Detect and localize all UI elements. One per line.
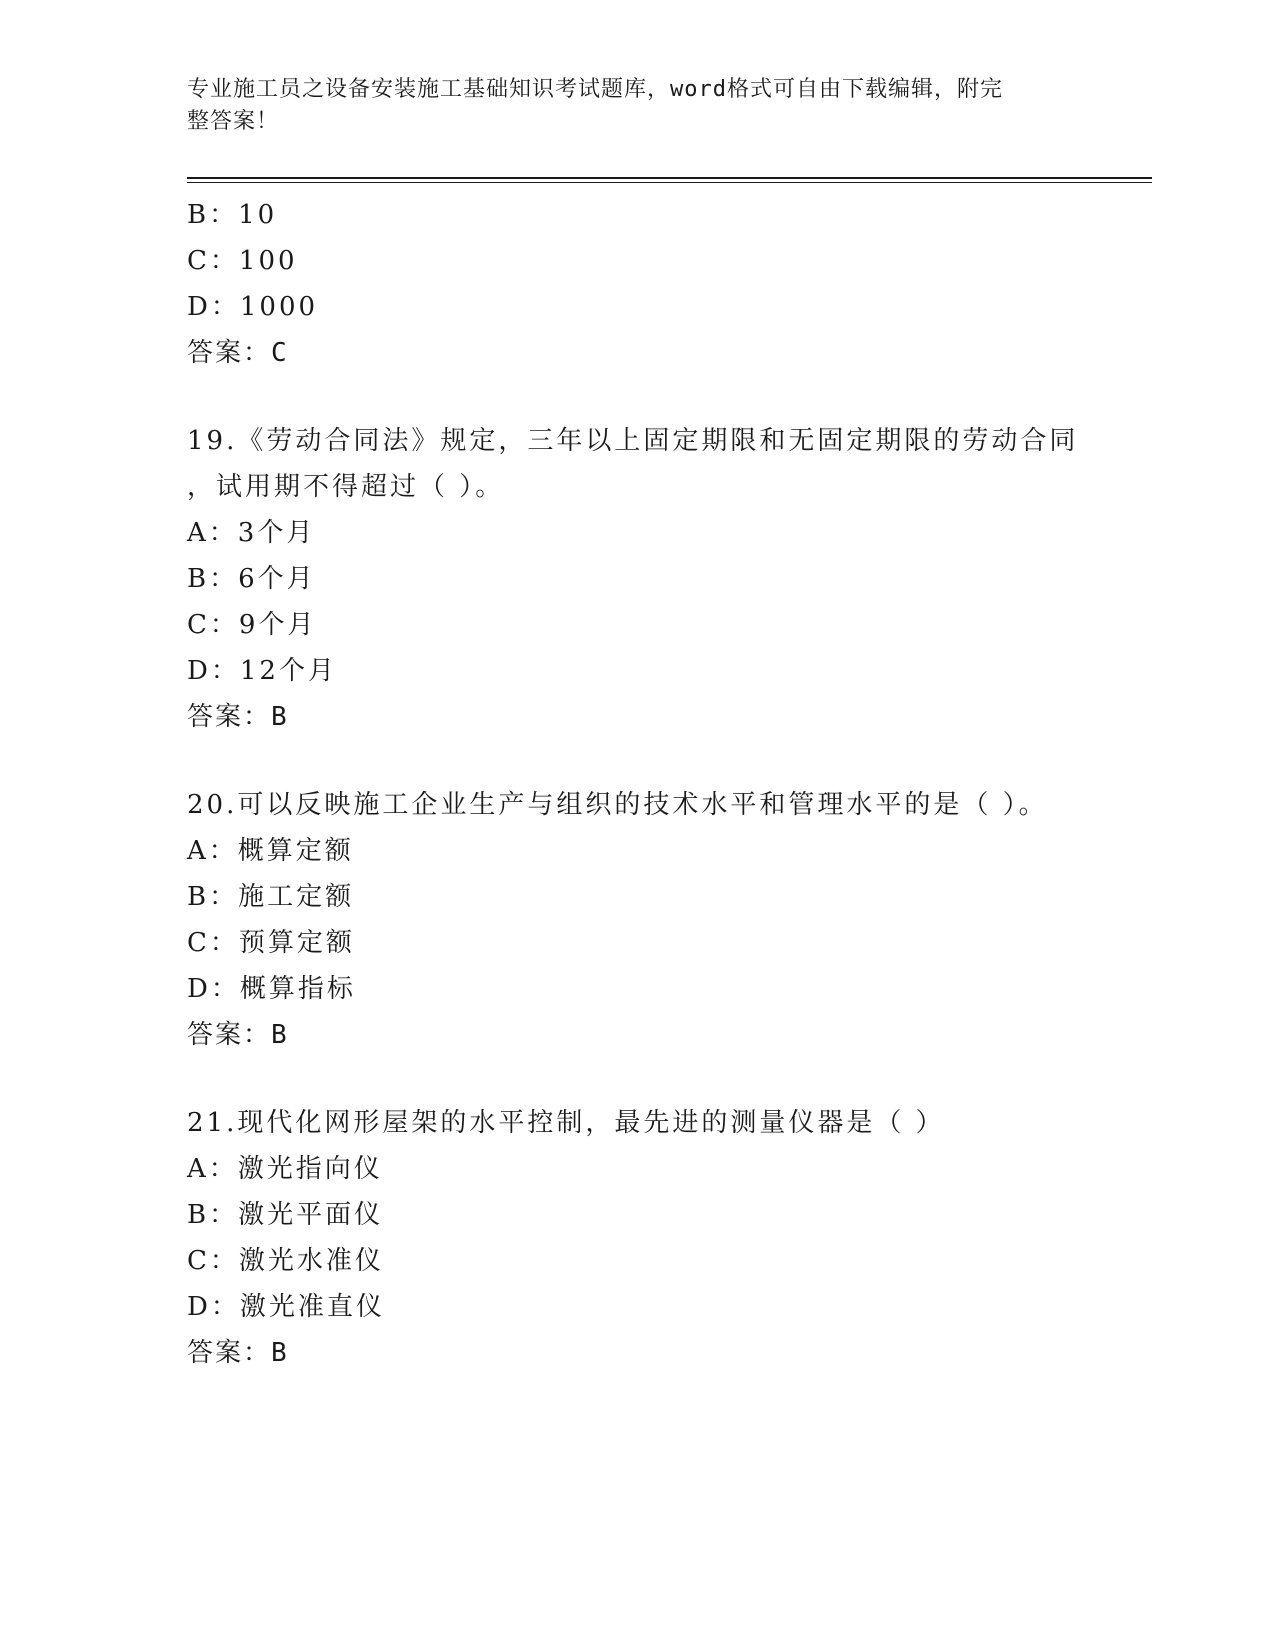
option-c (187, 602, 1152, 648)
option-d (187, 1284, 1152, 1330)
option-letter: C： (187, 246, 239, 276)
question-18-fragment (187, 192, 1152, 376)
option-letter: D： (187, 1292, 240, 1322)
question-stem-line: 21.现代化网形屋架的水平控制，最先进的测量仪器是（ ） (187, 1108, 945, 1138)
option-letter: C： (187, 610, 239, 640)
option-text: 9个月 (238, 610, 317, 640)
header-title-line-1: 专业施工员之设备安装施工基础知识考试题库，word格式可自由下载编辑，附完 (187, 77, 1003, 102)
page-header (187, 74, 1067, 138)
option-letter: B： (187, 882, 239, 912)
option-letter: C： (187, 928, 239, 958)
option-letter: D： (187, 292, 240, 322)
option-d (187, 284, 1152, 330)
option-letter: A： (187, 518, 238, 548)
option-a (187, 1146, 1152, 1192)
option-text: 3个月 (237, 518, 316, 548)
option-a (187, 510, 1152, 556)
answer-label: 答案： (187, 702, 272, 732)
option-letter: B： (187, 1200, 239, 1230)
option-text: 施工定额 (238, 882, 355, 912)
option-letter: D： (187, 656, 240, 686)
answer-line (187, 694, 1152, 740)
option-text: 激光平面仪 (238, 1200, 384, 1230)
option-letter: A： (187, 836, 238, 866)
question-19 (187, 418, 1152, 740)
question-stem-line: 20.可以反映施工企业生产与组织的技术水平和管理水平的是（ ）。 (187, 790, 1048, 820)
option-text: 6个月 (238, 564, 316, 594)
answer-value: C (271, 338, 289, 368)
answer-label: 答案： (187, 1020, 272, 1050)
option-c (187, 1238, 1152, 1284)
option-text: 10 (238, 200, 278, 230)
option-letter: B： (187, 564, 239, 594)
option-letter: A： (187, 1154, 238, 1184)
option-text: 激光指向仪 (237, 1154, 383, 1184)
option-text: 12个月 (239, 656, 337, 686)
option-text: 预算定额 (238, 928, 355, 958)
answer-value: B (271, 702, 289, 732)
option-a (187, 828, 1152, 874)
option-b (187, 874, 1152, 920)
option-text: 激光准直仪 (239, 1292, 385, 1322)
option-text: 概算指标 (239, 974, 356, 1004)
option-text: 100 (238, 246, 298, 276)
option-letter: D： (187, 974, 240, 1004)
question-stem-line: 19.《劳动合同法》规定，三年以上固定期限和无固定期限的劳动合同 (187, 426, 1079, 456)
question-21 (187, 1100, 1152, 1376)
header-divider-thin (187, 182, 1152, 183)
option-text: 激光水准仪 (238, 1246, 384, 1276)
question-stem-line: ，试用期不得超过（ ）。 (187, 472, 505, 502)
answer-value: B (271, 1338, 289, 1368)
answer-line (187, 330, 1152, 376)
answer-label: 答案： (187, 1338, 272, 1368)
option-b (187, 192, 1152, 238)
option-d (187, 648, 1152, 694)
answer-value: B (271, 1020, 289, 1050)
option-c (187, 238, 1152, 284)
question-20 (187, 782, 1152, 1058)
header-title-line-2: 整答案！ (187, 109, 280, 134)
option-b (187, 1192, 1152, 1238)
option-d (187, 966, 1152, 1012)
option-letter: B： (187, 200, 239, 230)
answer-line (187, 1012, 1152, 1058)
option-text: 概算定额 (237, 836, 354, 866)
answer-label: 答案： (187, 338, 272, 368)
option-c (187, 920, 1152, 966)
question-list (187, 192, 1152, 1376)
option-letter: C： (187, 1246, 239, 1276)
option-b (187, 556, 1152, 602)
option-text: 1000 (239, 292, 319, 322)
answer-line (187, 1330, 1152, 1376)
header-divider-thick (187, 177, 1152, 179)
